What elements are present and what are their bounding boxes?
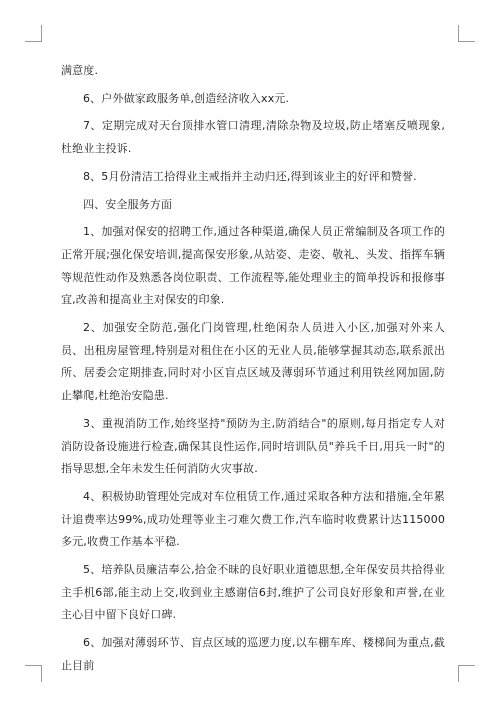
crop-mark-bottom-left-vertical bbox=[41, 665, 42, 682]
paragraph-continuation: 满意度. bbox=[61, 64, 99, 77]
crop-mark-bottom-left-horizontal bbox=[25, 665, 42, 666]
crop-mark-bottom-right-vertical bbox=[458, 665, 459, 682]
crop-mark-top-right-vertical bbox=[458, 25, 459, 42]
paragraph-security-3: 3、重视消防工作,始终坚持"预防为主,防消结合"的原则,每月指定专人对消防设备设施进行检查,确保其良性运作,同时培训队员"养兵千日,用兵一时"的指导思想,全年未发生任何消防火灾事故. bbox=[61, 416, 445, 476]
document-body bbox=[61, 60, 445, 683]
crop-mark-top-left-horizontal bbox=[25, 41, 42, 42]
crop-mark-top-left-vertical bbox=[41, 25, 42, 42]
paragraph-security-4: 4、积极协助管理处完成对车位租赁工作,通过采取各种方法和措施,全年累计追费率达99%,成功处理等业主刁难欠费工作,汽车临时收费累计达115000多元,收费工作基本平稳. bbox=[61, 489, 445, 549]
paragraph-item-6-housekeeping: 6、户外做家政服务单,创造经济收入xx元. bbox=[83, 91, 290, 105]
paragraph-item-7-drain-cleaning: 7、定期完成对天台顶排水管口清理,清除杂物及垃圾,防止堵塞反喷现象,杜绝业主投诉. bbox=[61, 119, 445, 156]
section-heading-security: 四、安全服务方面 bbox=[83, 197, 173, 211]
paragraph-security-1: 1、加强对保安的招聘工作,通过各种渠道,确保人员正常编制及各项工作的正常开展;强化保安培训,提高保安形象,从站姿、走姿、敬礼、头发、指挥车辆等规范性动作及熟悉各岗位职责、工作流程等,能处理业主的简单投诉和报修事宜,改善和提高业主对保安的印象. bbox=[61, 225, 445, 307]
paragraph-security-6: 6、加强对薄弱环节、盲点区域的巡逻力度,以车棚车库、楼梯间为重点,截止目前 bbox=[61, 636, 445, 672]
paragraph-item-8-ring-returned: 8、5月份清洁工拾得业主戒指并主动归还,得到该业主的好评和赞誉. bbox=[83, 169, 417, 183]
paragraph-security-2: 2、加强安全防范,强化门岗管理,杜绝闲杂人员进入小区,加强对外来人员、出租房屋管理,特别是对租住在小区的无业人员,能够掌握其动态,联系派出所、居委会定期排查,同时对小区盲点区域及薄弱环节通过利用铁丝网加固,防止攀爬,杜绝治安隐患. bbox=[61, 321, 445, 403]
crop-mark-top-right-horizontal bbox=[458, 41, 475, 42]
crop-mark-bottom-right-horizontal bbox=[458, 665, 475, 666]
paragraph-security-5: 5、培养队员廉洁奉公,拾金不昧的良好职业道德思想,全年保安员共拾得业主手机6部,能主动上交,收到业主感谢信6封,维护了公司良好形象和声誉,在业主心目中留下良好口碑. bbox=[61, 563, 445, 622]
